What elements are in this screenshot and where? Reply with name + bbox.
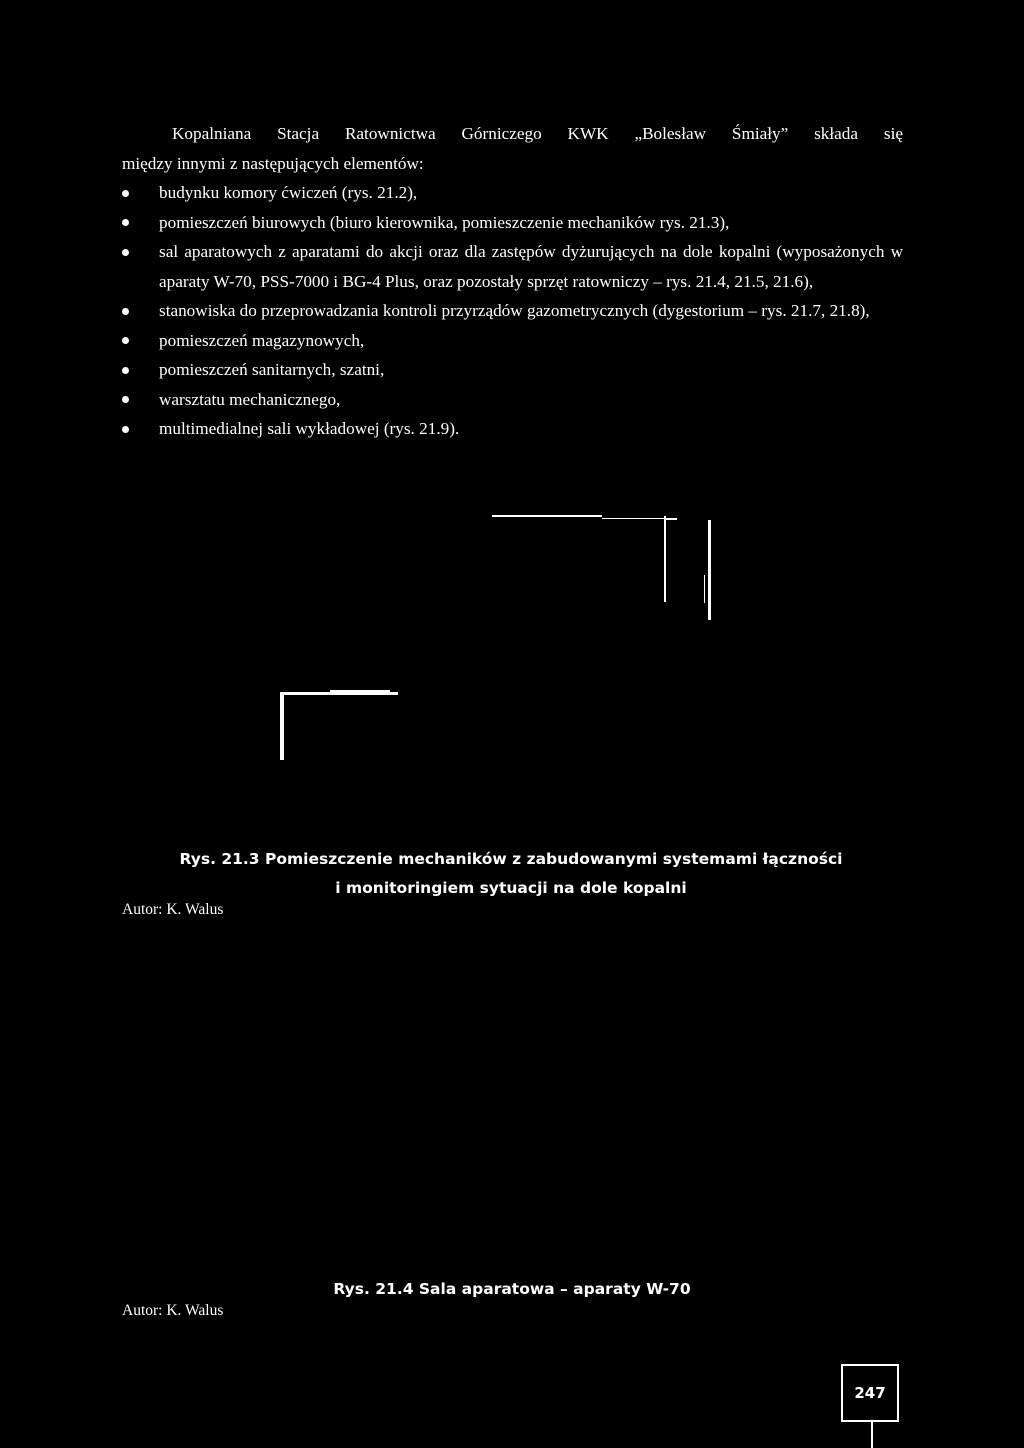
bullet-icon [122,249,129,256]
figure-author: Autor: K. Walus [122,901,224,918]
figure-caption [320,1275,704,1304]
list-item-text: stanowiska do przeprowadzania kontroli przyrządów gazometrycznych (dygestorium – rys. 21.7, 21.8), [159,301,870,320]
list-item [122,237,903,296]
figure-author: Autor: K. Walus [122,1302,224,1319]
list-item-text: multimedialnej sali wykładowej (rys. 21.9). [159,419,460,438]
body-text [122,119,903,444]
bullet-icon [122,396,129,403]
bullet-icon [122,337,129,344]
bullet-icon [122,426,129,433]
figure-caption [166,845,856,903]
list-item [122,296,903,326]
photo-line [492,515,602,517]
list-item [122,385,903,415]
photo-line [330,690,390,692]
bullet-icon [122,190,129,197]
photo-mechanics-room [230,510,770,830]
list-item-text: sal aparatowych z aparatami do akcji oraz dla zastępów dyżurujących na dole kopalni (wyposażonych w aparaty W-70, PSS-7000 i BG-4 Plus, oraz pozostały sprzęt ratowniczy – rys. 21.4, 21.5, 21.6), [159,242,903,291]
intro-line-2: między innymi z następujących elementów: [122,153,424,173]
photo-line [280,692,398,695]
list-item [122,178,903,208]
bullet-icon [122,219,129,226]
photo-line [602,518,672,519]
page-number-marker-line [871,1422,873,1448]
list-item [122,355,903,385]
list-item-text: warsztatu mechanicznego, [159,389,341,409]
figure-caption-line-2: i monitoringiem sytuacji na dole kopalni [335,879,687,897]
figure-caption-line-1: Rys. 21.4 Sala aparatowa – aparaty W-70 [333,1280,691,1298]
bullet-icon [122,367,129,374]
elements-list [122,178,903,444]
photo-line [664,516,666,602]
list-item-text: pomieszczeń magazynowych, [159,330,365,350]
bullet-icon [122,308,129,315]
list-item [122,208,903,238]
figure-caption-line-1: Rys. 21.3 Pomieszczenie mechaników z zabudowanymi systemami łączności [179,850,843,868]
photo-line [708,520,711,620]
list-item-text: pomieszczeń biurowych (biuro kierownika, pomieszczenie mechaników rys. 21.3), [159,212,730,232]
page-number: 247 [841,1364,899,1422]
photo-line [666,518,677,520]
list-item-text: pomieszczeń sanitarnych, szatni, [159,360,385,379]
photo-line [704,575,705,603]
list-item [122,414,903,444]
list-item [122,326,903,356]
photo-line [280,692,284,760]
list-item-text: budynku komory ćwiczeń (rys. 21.2), [159,183,418,202]
intro-line-1: Kopalniana Stacja Ratownictwa Górniczego KWK „Bolesław Śmiały” składa się [172,124,903,143]
